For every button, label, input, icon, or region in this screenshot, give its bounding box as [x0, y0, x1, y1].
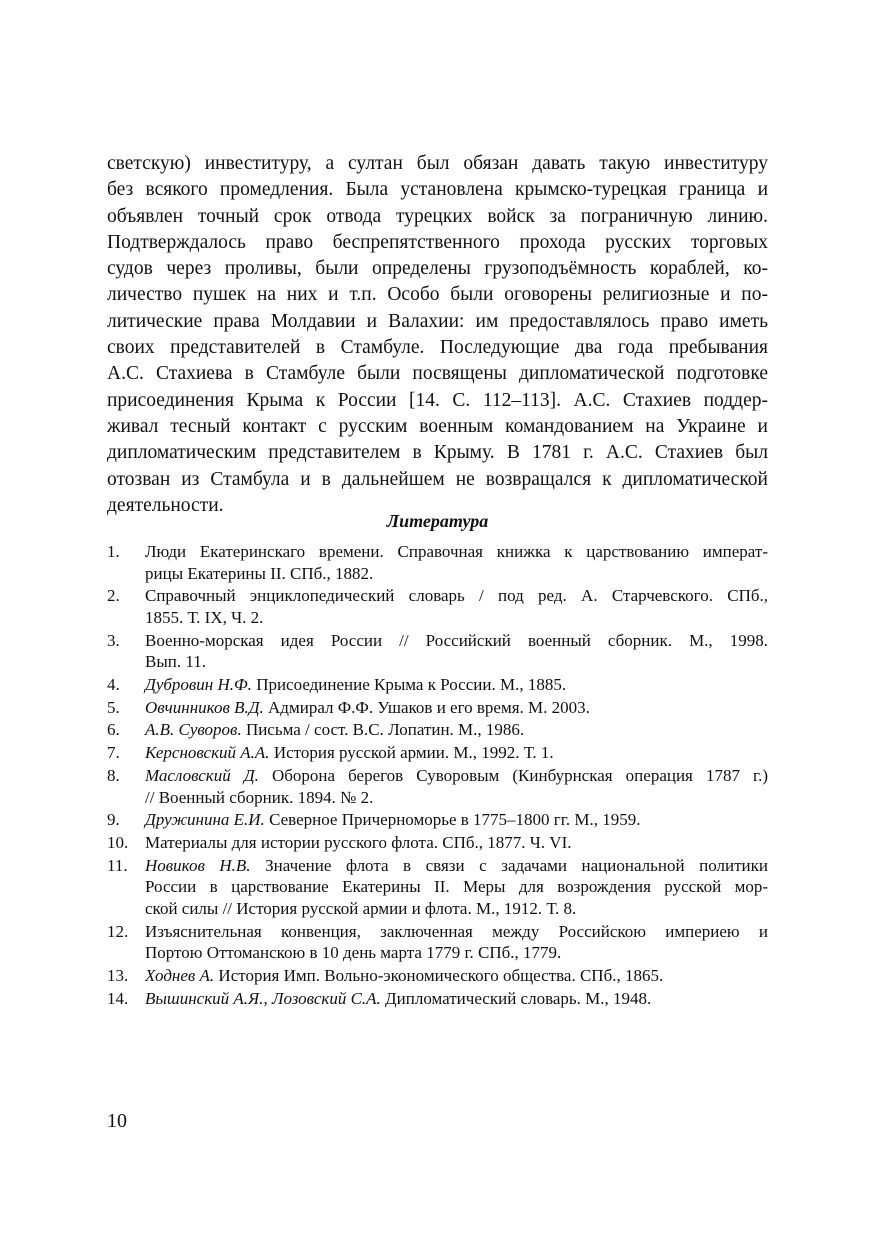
reference-number: 6. — [107, 720, 120, 740]
paragraph-line: присоединения Крыма к России [14. С. 112–113]. А.С. Стахиев поддер- — [107, 389, 768, 411]
reference-item — [107, 630, 768, 673]
reference-line — [145, 809, 768, 831]
reference-number: 1. — [107, 542, 120, 561]
reference-line — [145, 942, 768, 964]
reference-text: Дипломатический словарь. М., 1948. — [380, 988, 652, 1008]
reference-text: рицы Екатерины II. СПб., 1882. — [145, 563, 374, 583]
paragraph-line: без всякого промедления. Была установлена крымско-турецкая граница и — [107, 179, 768, 201]
reference-number: 9. — [107, 810, 120, 830]
reference-line — [145, 832, 768, 854]
paragraph-line: дипломатическим представителем в Крыму. В 1781 г. А.С. Стахиев был — [107, 442, 768, 464]
reference-line — [145, 585, 768, 607]
reference-author: Масловский Д. — [145, 766, 259, 786]
reference-text: Портою Оттоманскою в 10 день марта 1779 г. СПб., 1779. — [145, 943, 562, 963]
reference-text: Оборона берегов Суворовым (Кинбурнская операция 1787 г.) — [258, 766, 768, 786]
reference-number: 10. — [107, 833, 129, 853]
reference-line — [145, 921, 768, 943]
reference-item — [107, 921, 768, 964]
paragraph-line: деятельности. — [107, 494, 224, 516]
reference-text: Материалы для истории русского флота. СПб., 1877. Ч. VI. — [145, 833, 572, 853]
reference-item — [107, 674, 768, 696]
reference-number: 5. — [107, 697, 120, 717]
reference-line — [145, 674, 768, 696]
reference-text: // Военный сборник. 1894. № 2. — [145, 787, 374, 807]
reference-line — [145, 988, 768, 1010]
reference-author: Дубровин Н.Ф. — [145, 674, 252, 694]
reference-text: Письма / сост. В.С. Лопатин. М., 1986. — [241, 720, 525, 740]
reference-item — [107, 965, 768, 987]
paragraph-line: Подтверждалось право беспрепятственного прохода русских торговых — [107, 231, 768, 253]
reference-author: Овчинников В.Д. — [145, 697, 264, 717]
reference-item — [107, 697, 768, 719]
reference-author: Новиков Н.В. — [145, 855, 251, 875]
reference-line — [145, 965, 768, 987]
reference-item — [107, 765, 768, 808]
reference-item — [107, 541, 768, 584]
reference-item — [107, 742, 768, 764]
body-paragraph — [107, 151, 768, 519]
reference-line — [145, 541, 768, 563]
reference-number: 2. — [107, 586, 120, 606]
reference-text: 1855. Т. IX, Ч. 2. — [145, 607, 264, 627]
reference-text: Военно-морская идея России // Российский военный сборник. М., 1998. — [145, 630, 768, 650]
reference-line — [145, 607, 768, 629]
reference-author: Керсновский А.А. — [145, 743, 270, 763]
paragraph-line: А.С. Стахиева в Стамбуле были посвящены дипломатической подготовке — [107, 363, 768, 385]
reference-text: Присоединение Крыма к России. М., 1885. — [251, 674, 567, 694]
reference-number: 11. — [107, 855, 128, 875]
reference-text: Северное Причерноморье в 1775–1800 гг. М., 1959. — [264, 810, 641, 830]
reference-text: Вып. 11. — [145, 652, 206, 672]
reference-number: 3. — [107, 630, 120, 650]
reference-text: История Имп. Вольно-экономического общества. СПб., 1865. — [214, 966, 664, 986]
reference-number: 12. — [107, 921, 129, 941]
page-number: 10 — [107, 1110, 127, 1132]
reference-text: Адмирал Ф.Ф. Ушаков и его время. М. 2003. — [263, 697, 590, 717]
reference-number: 4. — [107, 674, 120, 694]
reference-text: Справочный энциклопедический словарь / под ред. А. Старчевского. СПб., — [145, 586, 768, 606]
reference-author: Дружинина Е.И. — [145, 810, 265, 830]
reference-item — [107, 719, 768, 741]
references-heading: Литература — [386, 511, 489, 531]
reference-line — [145, 742, 768, 764]
paragraph-line: литические права Молдавии и Валахии: им предоставлялось право иметь — [107, 310, 768, 332]
reference-text: Изъяснительная конвенция, заключенная между Российскою империею и — [145, 921, 768, 941]
reference-line — [145, 697, 768, 719]
reference-author: Вышинский А.Я., Лозовский С.А. — [145, 988, 381, 1008]
references-list — [107, 541, 768, 1011]
reference-line — [145, 855, 768, 877]
reference-line — [145, 787, 768, 809]
reference-text: ской силы // История русской армии и флота. М., 1912. Т. 8. — [145, 898, 577, 918]
reference-line — [145, 719, 768, 741]
reference-author: Ходнев А. — [145, 966, 215, 986]
paragraph-line: судов через проливы, были определены грузоподъёмность кораблей, ко- — [107, 258, 768, 280]
reference-text: Значение флота в связи с задачами национальной политики — [250, 855, 768, 875]
paragraph-line: отозван из Стамбула и в дальнейшем не возвращался к дипломатической — [107, 468, 768, 490]
paragraph-line: объявлен точный срок отвода турецких войск за пограничную линию. — [107, 205, 768, 227]
paragraph-line: светскую) инвеституру, а султан был обязан давать такую инвеституру — [107, 153, 768, 174]
reference-number: 7. — [107, 743, 120, 763]
reference-line — [145, 563, 768, 585]
reference-item — [107, 832, 768, 854]
paragraph-line: своих представителей в Стамбуле. Последующие два года пребывания — [107, 337, 768, 359]
reference-item — [107, 809, 768, 831]
reference-number: 14. — [107, 988, 129, 1008]
reference-line — [145, 651, 768, 673]
paragraph-line: живал тесный контакт с русским военным командованием на Украине и — [107, 415, 768, 437]
reference-text: России в царствование Екатерины II. Меры для возрождения русской мор- — [145, 877, 768, 897]
reference-number: 13. — [107, 966, 129, 986]
reference-text: Люди Екатеринскаго времени. Справочная книжка к царствованию императ- — [145, 542, 768, 561]
reference-text: История русской армии. М., 1992. Т. 1. — [269, 743, 554, 763]
reference-line — [145, 876, 768, 898]
paragraph-line: личество пушек на них и т.п. Особо были оговорены религиозные и по- — [107, 284, 768, 306]
reference-author: А.В. Суворов. — [145, 720, 242, 740]
reference-item — [107, 988, 768, 1010]
reference-item — [107, 585, 768, 628]
reference-line — [145, 630, 768, 652]
reference-line — [145, 898, 768, 920]
reference-line — [145, 765, 768, 787]
reference-item — [107, 855, 768, 920]
reference-number: 8. — [107, 766, 120, 786]
